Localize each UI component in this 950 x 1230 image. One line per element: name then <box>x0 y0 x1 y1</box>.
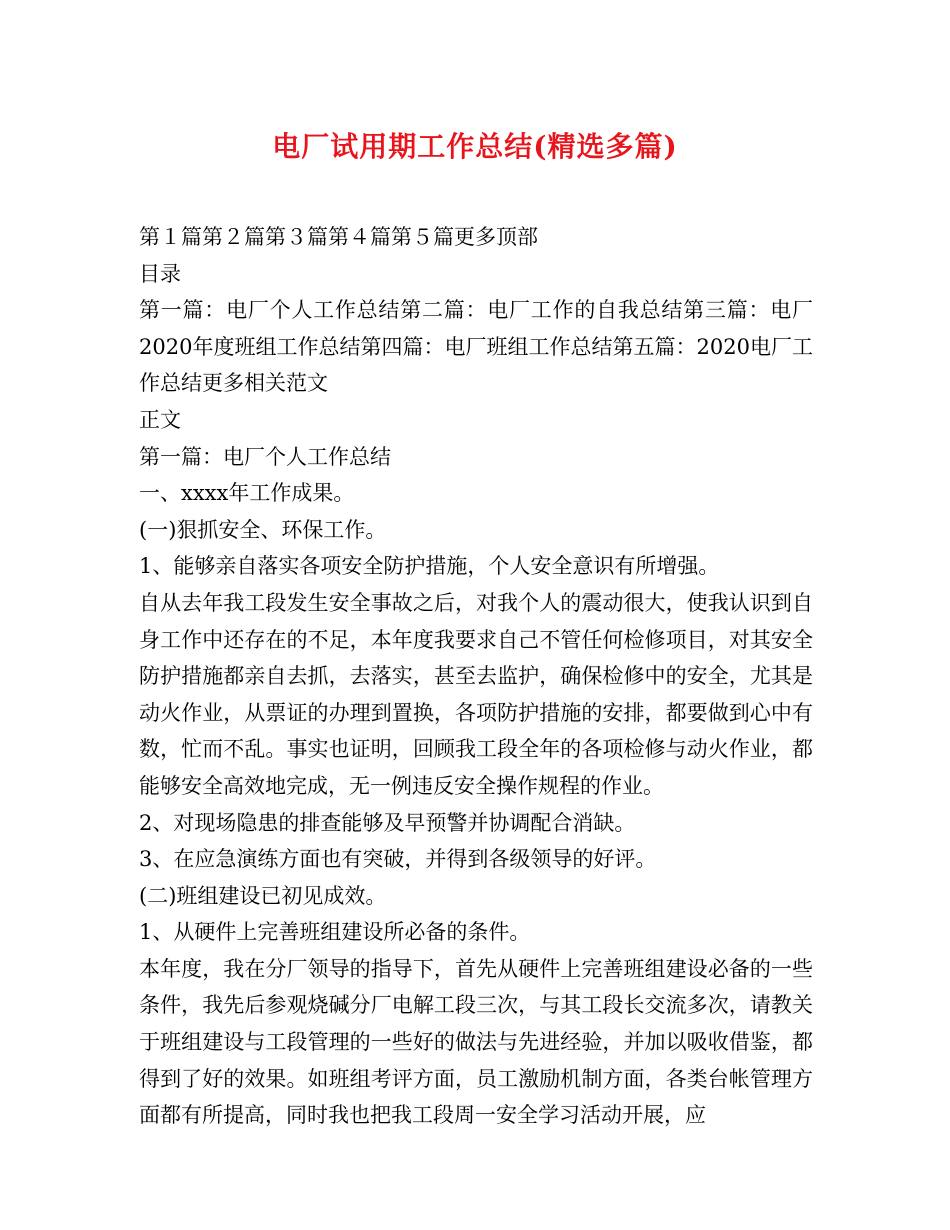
section-links: 第１篇第２篇第３篇第４篇第５篇更多顶部 <box>139 225 538 249</box>
subsection-heading: (二)班组建设已初见成效。 <box>139 883 387 908</box>
list-item: 2、对现场隐患的排查能够及早预警并协调配合消缺。 <box>139 810 636 835</box>
chapter-heading: 第一篇：电厂个人工作总结 <box>139 444 391 469</box>
list-item: 1、从硬件上完善班组建设所必备的条件。 <box>139 920 531 945</box>
body-paragraph: 本年度，我在分厂领导的指导下，首先从硬件上完善班组建设必备的一些条件，我先后参观烧碱分厂电解工段三次，与其工段长交流多次，请教关于班组建设与工段管理的一些好的做法与先进经验，并加以吸收借鉴，都得到了好的效果。如班组考评方面，员工激励机制方面，各类台帐管理方面都有所提高，同时我也把我工段周一安全学习活动开展，应 <box>139 956 813 1128</box>
subsection-heading: (一)狠抓安全、环保工作。 <box>139 517 387 542</box>
toc-content: 第一篇：电厂个人工作总结第二篇：电厂工作的自我总结第三篇：电厂2020年度班组工作总结第四篇：电厂班组工作总结第五篇：2020电厂工作总结更多相关范文 <box>139 298 813 396</box>
body-heading: 正文 <box>139 407 181 432</box>
list-item: 3、在应急演练方面也有突破，并得到各级领导的好评。 <box>139 847 657 872</box>
list-item: 1、能够亲自落实各项安全防护措施，个人安全意识有所增强。 <box>139 554 720 579</box>
document-body <box>139 219 813 1134</box>
section-heading: 一、xxxx年工作成果。 <box>139 481 355 506</box>
document-title: 电厂试用期工作总结(精选多篇) <box>272 130 678 163</box>
body-paragraph: 自从去年我工段发生安全事故之后，对我个人的震动很大，使我认识到自身工作中还存在的不足，本年度我要求自己不管任何检修项目，对其安全防护措施都亲自去抓，去落实，甚至去监护，确保检修中的安全，尤其是动火作业，从票证的办理到置换，各项防护措施的安排，都要做到心中有数，忙而不乱。事实也证明，回顾我工段全年的各项检修与动火作业，都能够安全高效地完成，无一例违反安全操作规程的作业。 <box>139 590 813 798</box>
toc-heading: 目录 <box>139 261 181 286</box>
